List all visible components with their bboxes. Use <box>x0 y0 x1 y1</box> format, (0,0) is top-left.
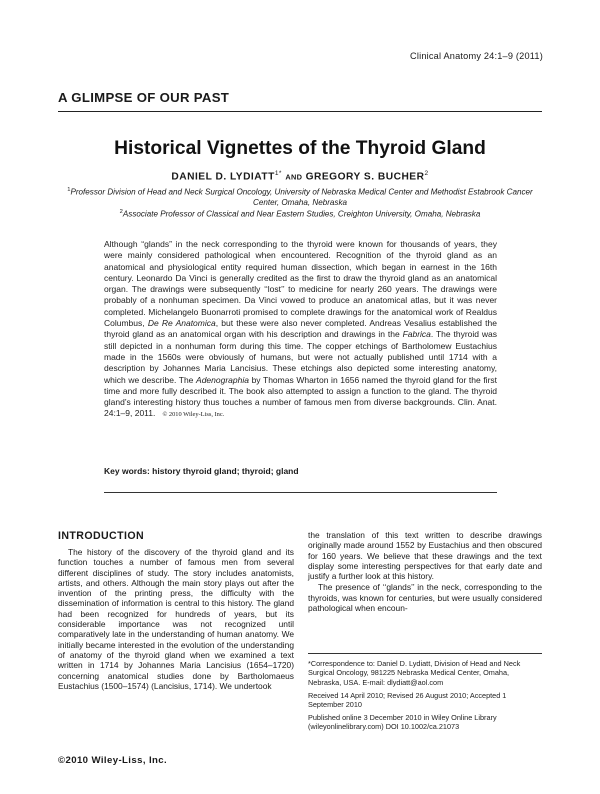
abstract-italic-title: De Re Anatomica <box>147 318 216 329</box>
body-paragraph: The presence of ‘‘glands’’ in the neck, corresponding to the thyroids, was known for centuries, but were usually considered pathological when encoun- <box>308 582 542 614</box>
section-heading: INTRODUCTION <box>58 530 145 542</box>
abstract-italic-title: Fabrica <box>402 329 431 340</box>
author-affiliation-mark: 1* <box>274 170 282 177</box>
affiliation-text: Professor Division of Head and Neck Surgical Oncology, University of Nebraska Medical Center and Methodist Estabrook Cancer Center, Omaha, Nebraska <box>70 187 533 208</box>
abstract-divider <box>104 492 497 493</box>
author-line <box>0 170 600 182</box>
abstract-copyright: © 2010 Wiley-Liss, Inc. <box>162 411 225 419</box>
abstract-text: . The thyroid was still depicted in a nonhuman form during this time. The copper etchings of Bartholomew Eustachius made in the 1560s were obviously of humans, but were not actually published until 1714 with a description by Johannes Maria Lancisius. These etchings also depicted some interesting anatomy, which we describe. The <box>104 329 497 385</box>
author-conjunction: AND <box>285 172 303 182</box>
section-label: A GLIMPSE OF OUR PAST <box>58 90 230 105</box>
journal-reference: Clinical Anatomy 24:1–9 (2011) <box>410 51 543 61</box>
keywords: Key words: history thyroid gland; thyroid; gland <box>104 466 299 476</box>
affiliation-2 <box>58 207 542 220</box>
footnote-divider <box>308 653 542 654</box>
affiliation-mark: 1 <box>67 187 71 193</box>
page-copyright: ©2010 Wiley-Liss, Inc. <box>58 755 168 766</box>
body-column-right <box>308 530 542 613</box>
abstract <box>104 239 497 421</box>
publication-info: Published online 3 December 2010 in Wiley Online Library (wileyonlinelibrary.com) DOI 10.1002/ca.21073 <box>308 713 497 732</box>
affiliation-1 <box>58 185 542 209</box>
body-column-left: The history of the discovery of the thyroid gland and its function touches a number of famous men from several different disciplines of study. The story includes anatomists, artists, and others. Although the main story plays out after the invention of the printing press, the difficulty with the dissemination of information is central to this history. The gland had been recognized for hundreds of years, but its considerable importance was not recognized until comparatively late in the understanding of human anatomy. We initially became interested in the evolution of the understanding of anatomy of the thyroid gland when we examined a text written in 1714 by Johannes Maria Lancisius (1654–1720) concerning anatomical studies done by Bartholomaeus Eustachius (1500–1574) (Lancisius, 1714). We undertook <box>58 547 294 691</box>
correspondence-footnote: *Correspondence to: Daniel D. Lydiatt, Division of Head and Neck Surgical Oncology, 981225 Nebraska Medical Center, Omaha, Nebraska, USA. E-mail: dlydiatt@aol.com <box>308 659 521 687</box>
body-paragraph: the translation of this text written to describe drawings originally made around 1552 by Eustachius and then obscured for 160 years. We believe that these drawings and the text display some interesting perspectives for that early date and justify a further look at this history. <box>308 530 542 582</box>
abstract-text: , but these were also never completed. Andreas Vesalius established the thyroid gland as an anatomical organ with his description and drawings in the <box>104 318 497 340</box>
author-affiliation-mark: 2 <box>424 170 429 177</box>
article-title: Historical Vignettes of the Thyroid Gland <box>114 138 486 159</box>
affiliation-text: Associate Professor of Classical and Near Eastern Studies, Creighton University, Omaha, Nebraska <box>122 209 481 219</box>
header-divider <box>58 111 542 112</box>
author-name: GREGORY S. BUCHER <box>305 171 425 183</box>
received-dates: Received 14 April 2010; Revised 26 August 2010; Accepted 1 September 2010 <box>308 691 507 710</box>
abstract-text: by Thomas Wharton in 1656 named the thyroid gland for the first time and more fully described it. The book also attempted to assign a function to the gland. The thyroid gland’s interesting history thus touches a number of famous men from diverse backgrounds. Clin. Anat. 24:1–9, 2011. <box>104 374 498 419</box>
abstract-italic-title: Adenographia <box>196 374 249 385</box>
abstract-text: Although “glands” in the neck corresponding to the thyroid were known for thousands of years, they were mainly considered pathological when encountered. Recognition of the thyroid gland as an anatomical and physiological entity required human dissection, which began in earnest in the 16th century. Leonardo Da Vinci is generally credited as the first to draw the thyroid gland as an anatomical organ. The drawings were subsequently ‘‘lost’’ to medicine for nearly 260 years. The drawings were probably of a nonhuman specimen. Da Vinci vowed to produce an anatomical atlas, but it was never completed. Michelangelo Buonarroti promised to complete drawings for the anatomical work of Realdus Columbus, <box>104 239 497 329</box>
author-name: DANIEL D. LYDIATT <box>171 171 275 183</box>
affiliation-mark: 2 <box>119 209 123 215</box>
